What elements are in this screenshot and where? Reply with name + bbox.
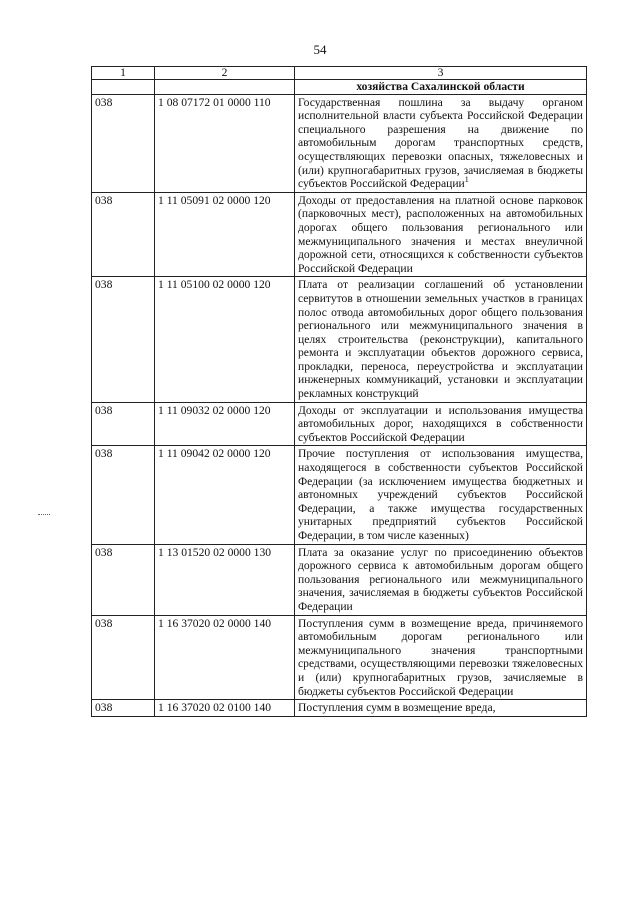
budget-code-cell: 1 16 37020 02 0000 140: [155, 615, 295, 700]
admin-code-cell: 038: [92, 446, 155, 544]
admin-code-cell: 038: [92, 277, 155, 402]
revenue-description-cell: [295, 192, 587, 277]
admin-code-cell: 038: [92, 700, 155, 717]
budget-code-cell: 1 11 05100 02 0000 120: [155, 277, 295, 402]
admin-code-cell: 038: [92, 615, 155, 700]
column-header-2: 2: [155, 67, 295, 80]
table-row: [92, 192, 587, 277]
page-number: 54: [313, 42, 327, 57]
revenue-description-text: Поступления сумм в возмещение вреда, причиняемого автомобильным дорогам регионального или межмуниципального значения транспортными средствами, осуществляющими перевозки тяжеловесных и (или) крупногабаритных грузов, зачисляемые в бюджеты субъектов Российской Федерации: [298, 616, 583, 698]
footnote-marker: 1: [464, 175, 469, 185]
table-row: [92, 94, 587, 192]
continuation-empty-1: [92, 80, 155, 95]
revenue-description-text: Государственная пошлина за выдачу органом исполнительной власти субъекта Российской Федерации специального разрешения на движение по автомобильным дорогам транспортных средств, осуществляющих перевозки опасных, тяжеловесных и (или) крупногабаритных грузов, зачисляемая в бюджеты субъектов Российской Федерации: [298, 95, 583, 191]
budget-code-cell: 1 08 07172 01 0000 110: [155, 94, 295, 192]
admin-code-cell: 038: [92, 402, 155, 446]
budget-code-cell: 1 11 05091 02 0000 120: [155, 192, 295, 277]
revenue-description-cell: [295, 700, 587, 717]
revenue-description-text: Поступления сумм в возмещение вреда,: [298, 701, 496, 715]
revenue-description-cell: [295, 544, 587, 615]
revenue-description-cell: [295, 446, 587, 544]
table-row: [92, 544, 587, 615]
table-row: [92, 446, 587, 544]
budget-code-cell: 1 11 09032 02 0000 120: [155, 402, 295, 446]
revenue-description-cell: [295, 615, 587, 700]
column-header-1: 1: [92, 67, 155, 80]
budget-code-cell: 1 13 01520 02 0000 130: [155, 544, 295, 615]
continuation-text: хозяйства Сахалинской области: [295, 80, 587, 95]
column-header-3: 3: [295, 67, 587, 80]
revenue-description-text: Плата за оказание услуг по присоединению объектов дорожного сервиса к автомобильным дорогам общего пользования регионального или межмуниципального значения, зачисляемая в бюджеты субъектов Российской Федерации: [298, 545, 583, 613]
admin-code-cell: 038: [92, 544, 155, 615]
continuation-row: [92, 80, 587, 95]
table-row: [92, 700, 587, 717]
budget-code-cell: 1 11 09042 02 0000 120: [155, 446, 295, 544]
revenue-codes-table: [91, 66, 587, 717]
table-header-row: [92, 67, 587, 80]
admin-code-cell: 038: [92, 94, 155, 192]
table-row: [92, 615, 587, 700]
budget-code-cell: 1 16 37020 02 0100 140: [155, 700, 295, 717]
revenue-description-text: Доходы от эксплуатации и использования имущества автомобильных дорог, находящихся в собственности субъектов Российской Федерации: [298, 403, 583, 444]
continuation-empty-2: [155, 80, 295, 95]
revenue-description-text: Плата от реализации соглашений об установлении сервитутов в отношении земельных участков в границах полос отвода автомобильных дорог общего пользования регионального или межмуниципального значения в целях строительства (реконструкции), капитального ремонта и эксплуатации объектов дорожного сервиса, прокладки, переноса, переустройства и эксплуатации инженерных коммуникаций, установки и эксплуатации рекламных конструкций: [298, 278, 583, 401]
admin-code-cell: 038: [92, 192, 155, 277]
margin-mark: [38, 514, 50, 516]
table-row: [92, 277, 587, 402]
revenue-description-text: Доходы от предоставления на платной основе парковок (парковочных мест), расположенных на автомобильных дорогах общего пользования регионального или межмуниципального значения и местах внеуличной дорожной сети, относящихся к собственности субъектов Российской Федерации: [298, 193, 583, 275]
revenue-description-cell: [295, 277, 587, 402]
table-row: [92, 402, 587, 446]
revenue-description-cell: [295, 402, 587, 446]
revenue-description-cell: [295, 94, 587, 192]
revenue-description-text: Прочие поступления от использования имущества, находящегося в собственности субъектов Российской Федерации (за исключением имущества бюджетных и автономных учреждений субъектов Российской Федерации, а также имущества государственных унитарных предприятий субъектов Российской Федерации, в том числе казенных): [298, 447, 583, 542]
